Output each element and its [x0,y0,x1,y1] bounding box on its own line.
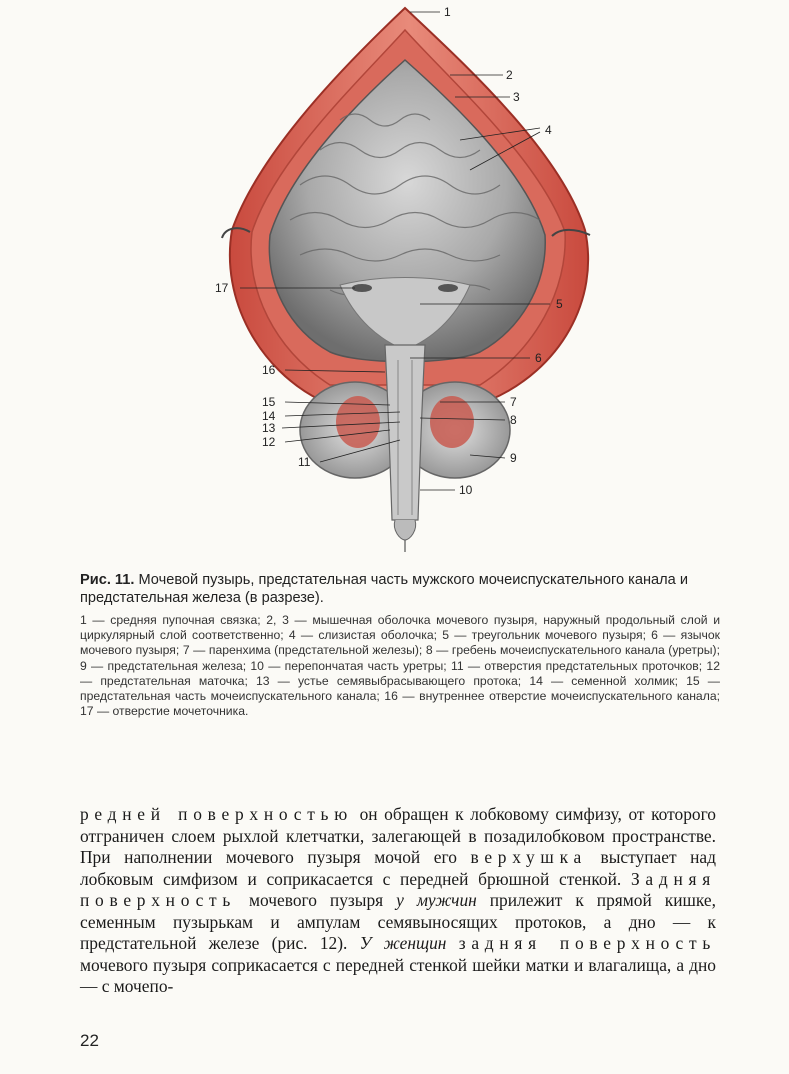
label-12: 12 [262,435,276,449]
body-spaced-4: задняя поверхность [458,933,717,953]
body-text-2: он обращен к лобковому симфизу, от которого отграничен слоем рыхлой клетчатки, залегающей в позадилобковом пространстве. При наполнении мочевого пузыря мочой его [80,804,716,867]
label-14: 14 [262,409,276,423]
label-6: 6 [535,351,542,365]
body-spaced-1: редней поверхностью [80,804,353,824]
caption-title-text: Мочевой пузырь, предстательная часть мужского мочеиспускательного канала и предстательная железа (в разрезе). [80,572,688,606]
body-italic-2: У женщин [359,933,447,953]
label-16: 16 [262,363,276,377]
body-text-4: выступает над лобковым симфизом и соприкасается с передней брюшной стенкой. [80,847,716,889]
body-paragraph [80,804,716,998]
label-7: 7 [510,395,517,409]
label-10: 10 [459,483,473,497]
label-8: 8 [510,413,517,427]
caption-title [80,571,720,607]
figure-caption [80,571,720,719]
body-spaced-3: Задняя поверхность [80,868,716,910]
body-text-6: мочевого пузыря [236,890,397,910]
body-italic-1: у мужчин [396,890,477,910]
body-text-8: прилежит к прямой кишке, семенным пузырькам и ампулам семявыносящих протоков, а дно — к предстательной железе (рис. 12). [80,890,716,953]
label-2: 2 [506,68,513,82]
label-1: 1 [444,5,451,19]
label-13: 13 [262,421,276,435]
urethra [385,345,425,520]
caption-prefix: Рис. 11. [80,572,135,588]
body-text-10 [446,933,458,953]
label-11: 11 [298,455,311,469]
caption-legend: 1 — средняя пупочная связка; 2, 3 — мышечная оболочка мочевого пузыря, наружный продольный слой и циркулярный слой соответственно; 4 — слизистая оболочка; 5 — треугольник мочевого пузыря; 6 — язычок мочевого пузыря; 7 — паренхима (предстательной железы); 8 — гребень мочеиспускательного канала (уретры); 9 — предстательная железа; 10 — перепончатая часть уретры; 11 — отверстия предстательных проточков; 12 — предстательная маточка; 13 — устье семявыбрасывающего протока; 14 — семенной холмик; 15 — предстательная часть мочеиспускательного канала; 16 — внутреннее отверстие мочеиспускательного канала; 17 — отверстие мочеточника. [80,613,720,719]
label-17: 17 [215,281,229,295]
body-spaced-2: верхушка [470,847,587,867]
label-9: 9 [510,451,517,465]
page-number: 22 [80,1031,99,1050]
label-4: 4 [545,123,552,137]
label-15: 15 [262,395,276,409]
label-3: 3 [513,90,520,104]
body-text-12: мочевого пузыря соприкасается с передней стенкой шейки матки и влагалища, а дно — с мочепо- [80,954,716,996]
label-5: 5 [556,297,563,311]
